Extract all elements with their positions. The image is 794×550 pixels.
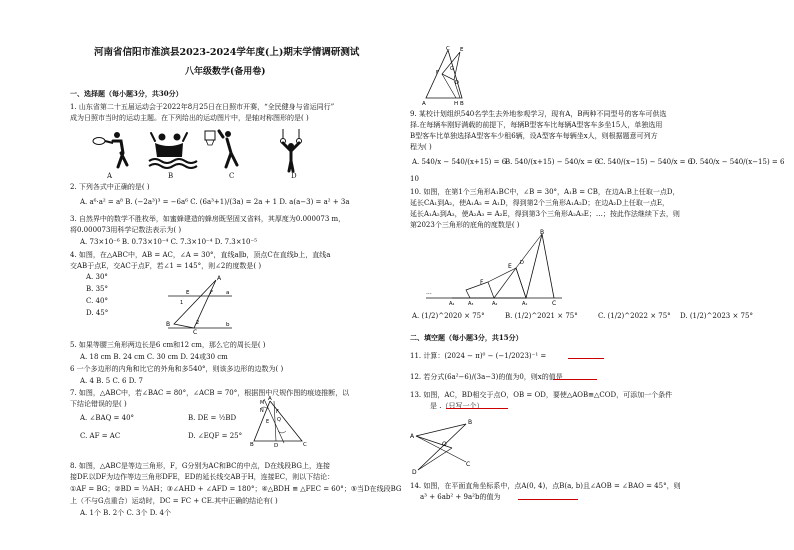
q6-options: A. 4 B. 5 C. 6 D. 7 [80,377,143,385]
q4-option-b: B. 35° [86,285,109,293]
q7-label-n: N [260,408,264,414]
q4-label-1: 1 [180,300,184,306]
q10-label-a3: A₃ [468,301,474,306]
q13-figure [408,410,480,474]
q8-label-d: D [455,80,459,86]
q10-option-c: C. (1/2)^2022 × 75° [598,312,671,320]
exam-subtitle: 八年级数学(备用卷) [185,67,266,77]
q4-label-line-b: b [226,322,230,328]
q4-label-a: A [217,275,222,282]
q3-line2: 将0.000073用科学记数法表示为( ) [70,226,182,234]
q7-option-a: A. ∠BAQ = 40° [80,414,135,422]
q8-line1: 8. 如图，△ABC是等边三角形，F，G分别为AC和BC的中点，D在线段BG上，连接 [70,462,330,470]
q8-label-f: F [436,70,439,76]
q13-label-o: O [442,441,447,448]
q10-line4: 第2023个三角形的底角的度数是( ) [410,221,520,229]
q13-label-a: A [410,433,415,440]
q4-label-c: C [193,329,198,334]
q13-label-d: D [412,469,417,474]
q8-figure [420,44,468,106]
q3-line1: 3. 自然界中的数学不胜枚举，如蜜蜂建造的蜂房既坚固又省料，其厚度为0.000073 m， [70,215,346,223]
q8-label-c: C [446,46,450,52]
q8-label-a: A [422,101,426,106]
q4-line2: 交AB于点E，交AC于点F，若∠1 = 145°，则∠2的度数是( ) [70,262,262,270]
q8-label-b: B [460,101,464,106]
q13-line2: 是 .（只写一个） [430,402,484,410]
q7-option-c: C. AF = AC [80,432,121,440]
sport-figure-a-icon [93,132,127,167]
q10-line2: 延长CA₁到A₂，使A₁A₂ = A₁D，得到第2个三角形A₁A₂D；在边A₂D上任取一点E， [410,199,669,207]
q7-option-d: D. ∠EQF = 25° [188,432,243,440]
q6-line1: 6 一个多边形的内角和比它的外角和多540°，则该多边形的边数为( ) [70,365,284,373]
q7-label-m: M [260,400,265,406]
section-fill-heading: 二、填空题（每小题3分，共15分） [410,333,523,342]
q13-label-c: C [466,461,471,468]
q12-text: 12. 若分式(6a²−6)/(3a−3)的值为0，则x的值是 [410,373,563,381]
q10-label-b: B [540,229,545,236]
q9-line4: 程为( ) [410,143,432,151]
q9-option-c: C. 540/(x−15) − 540/x = 6 [598,158,693,166]
q7-label-c: C [303,442,307,447]
q4-option-a: A. 30° [86,273,108,281]
q10-label-c: C [552,300,557,306]
q10-line3: 延长A₁A₂到A₃，使A₂A₃ = A₂E，得到第3个三角形A₂A₃E；…；按此作法继续下去，则 [410,210,680,218]
q8-line3: ①AF = BG；②BD = ½AH；③∠AHD + ∠AFD = 180°；④△BDH ≌ △FEC = 60°；⑤当D在线段BG [70,485,402,493]
q13-line1: 13. 如图，AC，BD相交于点O，OB = OD，要使△AOB≌△COD，可添加一个条件 [410,391,673,399]
q10-ellipsis: ··· [426,291,432,298]
q7-label-a: A [268,396,272,402]
q1-line1: 1. 山东省第二十五届运动会于2022年8月25日在日照市开赛，“全民健身与省运同行” [70,103,335,111]
q7-line2: 下结论错误的是( ) [70,400,127,408]
q14-line1: 14. 如图，在平面直角坐标系中，点A(0, 4)，点B(a, b)且∠AOB = ∠BAO = 45°，则 [410,482,681,490]
q3-options: A. 73×10⁻⁶ B. 0.73×10⁻⁴ C. 7.3×10⁻⁴ D. 7.3×10⁻⁵ [80,238,257,246]
q7-label-e: E [266,419,270,425]
q10-label-e: E [508,263,512,270]
q7-label-q: Q [277,417,281,423]
q10-label-a1: A₁ [522,301,528,306]
q8-label-h: H [454,101,459,106]
section-choice-heading: 一、选择题（每小题3分，共30分） [70,89,183,98]
q8-label-e: E [460,47,464,53]
q4-label-e: E [186,290,190,296]
q10-line1: 10. 如图，在第1个三角形A₁BC中，∠B = 30°，A₁B = CB，在边A₁B上任取一点D， [410,188,680,196]
q9-option-a: A. 540/x − 540/(x+15) = 6 [412,158,507,166]
q9-option-d: D. 540/x − 540/(x−15) = 6 [690,158,785,166]
q4-label-2: 2 [196,320,200,326]
q8-options: A. 1个 B. 2个 C. 3个 D. 4个 [80,509,171,517]
q8-label-g: G [450,66,454,72]
q14-line2: a³ + 6ab² + 9a²b的值为 [420,493,501,501]
q10-label-f: F [480,279,484,286]
q7-label-d: D [274,443,279,447]
q8-line2: 接DF.以DF为边作等边三角形DFE，ED的延长线交AB于H，连接EC，则以下结论： [70,473,335,481]
sport-figure-c-icon [205,131,237,167]
q4-line1: 4. 如图，在△ABC中，AB = AC，∠A = 30°，直线a∥b，顶点C在直线b上，直线a [70,251,331,259]
q1-line2: 成为日照市当时的运动主题。在下列给出的运动图片中，是轴对称图形的是( ) [70,114,309,122]
q10-option-a: A. (1/2)^2020 × 75° [412,312,485,320]
q1-sport-figures [85,127,315,177]
q13-label-b: B [468,419,473,426]
q1-label-b: B [168,172,174,180]
q4-option-d: D. 45° [86,309,109,317]
sport-figure-d-icon [281,129,302,171]
q9-line2: 择.在每辆车刚好满载的前提下，每辆B型客车比每辆A型客车多坐15人，单独选用 [410,121,663,129]
q5-options: A. 18 cm B. 24 cm C. 30 cm D. 24或30 cm [80,353,228,361]
q7-option-b: B. DE = ½BD [188,414,237,422]
sport-figure-b-icon [149,133,197,168]
q9-option-b: B. 540/(x+15) − 540/x = 6 [505,158,600,166]
q10-option-b: B. (1/2)^2021 × 75° [505,312,578,320]
q1-label-d: D [291,172,297,180]
exam-title: 河南省信阳市淮滨县2023-2024学年度(上)期末学情调研测试 [94,47,360,58]
q4-option-c: C. 40° [86,297,108,305]
q1-label-a: A [107,172,113,180]
q9-line3: B型客车比单独选择A型客车少租6辆，设A型客车每辆坐x人，则根据题意可列方 [410,132,658,140]
q9-line1: 9. 某校计划组织540名学生去外地参观学习，现有A，B两种不同型号的客车可供选 [410,110,667,118]
q10-option-d: D. (1/2)^2023 × 75° [680,312,753,320]
q9-extra-number: 10 [410,175,419,183]
q4-label-b: B [166,321,171,328]
q10-label-a2: A₂ [492,301,498,306]
q4-figure [160,272,235,334]
q7-line1: 7. 如图，△ABC中，若∠BAC = 80°，∠ACB = 70°，根据图中尺规作图的痕迹推断，以 [70,389,350,397]
q11-answer-blank[interactable] [568,352,604,362]
q10-label-a4: A₄ [449,301,455,306]
q10-label-d: D [520,260,524,266]
q4-label-f: F [210,290,214,296]
q8-line4: 上（不与G点重合）运动时，DC = FC + CE.其中正确的结论有( ) [70,497,278,505]
q12-answer-blank[interactable] [553,373,597,383]
q11-text: 11. 计算：(2024 − π)⁰ − (−1/2023)⁻¹ = [410,352,547,360]
q7-label-f: F [276,409,279,415]
q4-label-line-a: a [226,290,230,296]
q7-figure [250,395,310,447]
q14-answer-blank[interactable] [518,493,578,503]
q7-label-b: B [250,442,254,447]
q2-line1: 2. 下列各式中正确的是( ) [70,183,150,191]
q10-figure [422,228,572,306]
q1-label-c: C [229,172,235,180]
q5-line1: 5. 如果等腰三角形两边长是6 cm和12 cm，那么它的周长是( ) [70,341,266,349]
q2-options: A. a⁶·a² = a⁸ B. (−2a³)³ = −6a⁶ C. (6a³+1)/(3a) = 2a + 1 D. a(a−3) = a² + 3a [80,198,350,206]
